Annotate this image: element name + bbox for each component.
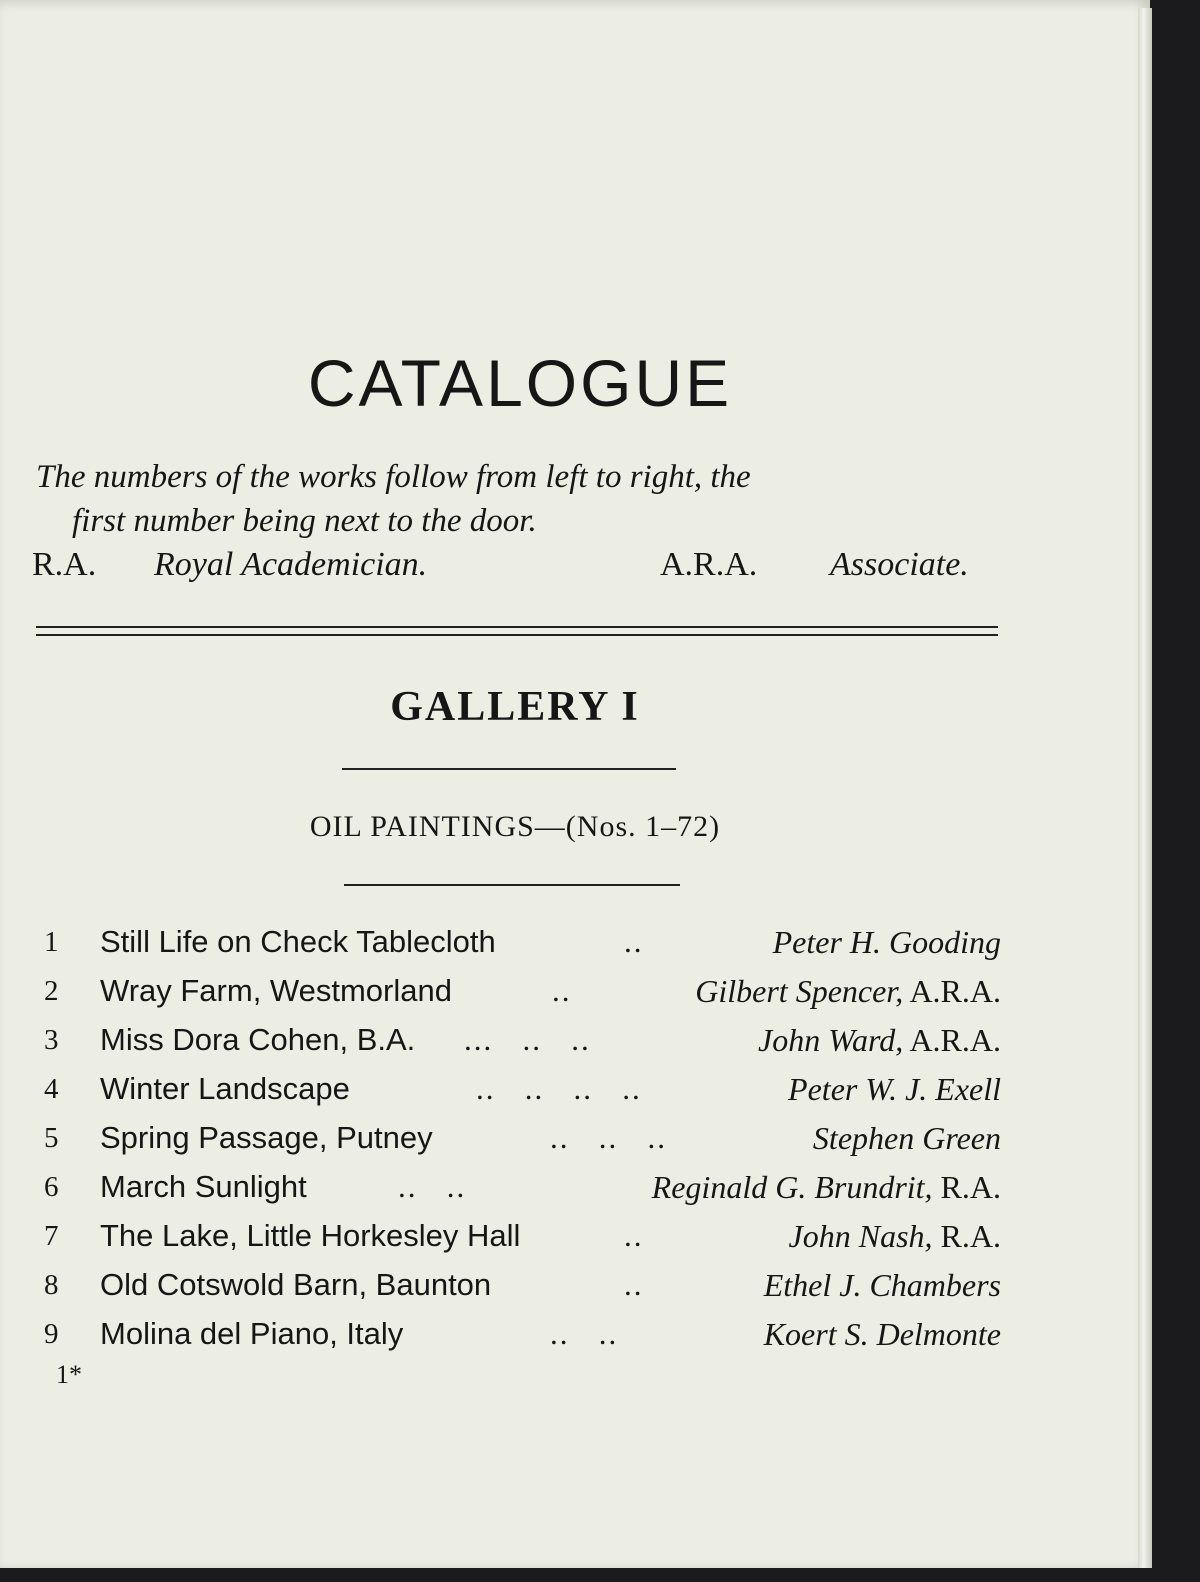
- double-divider: [36, 626, 998, 636]
- abbr-ara-meaning: Associate.: [830, 546, 969, 583]
- list-item: [36, 1310, 1001, 1359]
- entry-artist: [813, 1120, 1001, 1157]
- intro-line-1: The numbers of the works follow from left to right, the: [36, 459, 751, 495]
- divider-gallery: [342, 768, 676, 770]
- leader-dots: ..: [624, 924, 644, 959]
- entry-number: 7: [44, 1220, 59, 1252]
- entry-number: 9: [44, 1318, 59, 1350]
- leader-dots: .. .. .. ..: [476, 1071, 642, 1106]
- leader-dots: ..: [624, 1267, 644, 1302]
- artist-name: Peter H. Gooding: [772, 924, 1001, 960]
- entry-artist: [695, 973, 1001, 1010]
- artist-name: Reginald G. Brundrit,: [651, 1169, 933, 1205]
- entry-artist: [764, 1316, 1001, 1353]
- list-item: [36, 1212, 1001, 1261]
- section-range: 1–72: [645, 810, 710, 843]
- leader-dots: .. ..: [550, 1316, 619, 1351]
- artist-name: Stephen Green: [812, 1120, 1001, 1156]
- entry-number: 3: [44, 1024, 59, 1056]
- abbr-ra: R.A.: [32, 546, 97, 583]
- entry-artist: [789, 1218, 1001, 1255]
- artist-name: Koert S. Delmonte: [763, 1316, 1001, 1352]
- entry-number: 1: [44, 926, 59, 958]
- leader-dots: .. ..: [398, 1169, 467, 1204]
- list-item: [36, 1065, 1001, 1114]
- artist-name: Ethel J. Chambers: [763, 1267, 1001, 1303]
- list-item: [36, 918, 1001, 967]
- entry-title: The Lake, Little Horkesley Hall: [100, 1218, 521, 1253]
- entry-number: 2: [44, 975, 59, 1007]
- entry-list: [36, 918, 1001, 1359]
- entry-title: Old Cotswold Barn, Baunton: [100, 1267, 492, 1302]
- gallery-heading: GALLERY I: [390, 684, 640, 730]
- artist-name: John Ward,: [758, 1022, 904, 1058]
- entry-artist: [652, 1169, 1001, 1206]
- section-heading: [0, 810, 1030, 844]
- entry-artist: [758, 1022, 1001, 1059]
- artist-name: John Nash,: [788, 1218, 933, 1254]
- entry-artist: [788, 1071, 1001, 1108]
- entry-title: March Sunlight: [100, 1169, 307, 1204]
- list-item: [36, 1016, 1001, 1065]
- artist-name: Peter W. J. Exell: [788, 1071, 1001, 1107]
- entry-artist: [764, 1267, 1001, 1304]
- list-item: [36, 967, 1001, 1016]
- list-item: [36, 1114, 1001, 1163]
- leader-dots: .. .. ..: [550, 1120, 667, 1155]
- intro-line-2: first number being next to the door.: [72, 503, 537, 539]
- divider-section: [344, 884, 680, 886]
- artist-name: Gilbert Spencer,: [695, 973, 904, 1009]
- section-label: OIL PAINTINGS—(Nos.: [309, 810, 646, 843]
- entry-title: Winter Landscape: [100, 1071, 350, 1106]
- entry-title: Spring Passage, Putney: [100, 1120, 433, 1155]
- intro-note: [36, 455, 1016, 543]
- page-title: CATALOGUE: [307, 346, 733, 420]
- entry-number: 8: [44, 1269, 59, 1301]
- abbr-ra-meaning: Royal Academician.: [154, 546, 428, 583]
- entry-artist: [773, 924, 1001, 961]
- entry-title: Miss Dora Cohen, B.A.: [100, 1022, 416, 1057]
- section-close: ): [709, 810, 721, 843]
- entry-title: Still Life on Check Tablecloth: [100, 924, 496, 959]
- entry-title: Wray Farm, Westmorland: [100, 973, 452, 1008]
- list-item: [36, 1163, 1001, 1212]
- leader-dots: ... .. ..: [464, 1022, 591, 1057]
- leader-dots: ..: [624, 1218, 644, 1253]
- entry-number: 6: [44, 1171, 59, 1203]
- artist-honour: A.R.A.: [909, 973, 1001, 1009]
- entry-number: 5: [44, 1122, 59, 1154]
- page-edge: [1138, 8, 1152, 1568]
- artist-honour: A.R.A.: [909, 1022, 1001, 1058]
- entry-title: Molina del Piano, Italy: [100, 1316, 404, 1351]
- entry-number: 4: [44, 1073, 59, 1105]
- signature-mark: 1*: [56, 1360, 82, 1389]
- abbr-ara: A.R.A.: [660, 546, 758, 583]
- list-item: [36, 1261, 1001, 1310]
- artist-honour: R.A.: [940, 1218, 1001, 1254]
- artist-honour: R.A.: [940, 1169, 1001, 1205]
- leader-dots: ..: [552, 973, 572, 1008]
